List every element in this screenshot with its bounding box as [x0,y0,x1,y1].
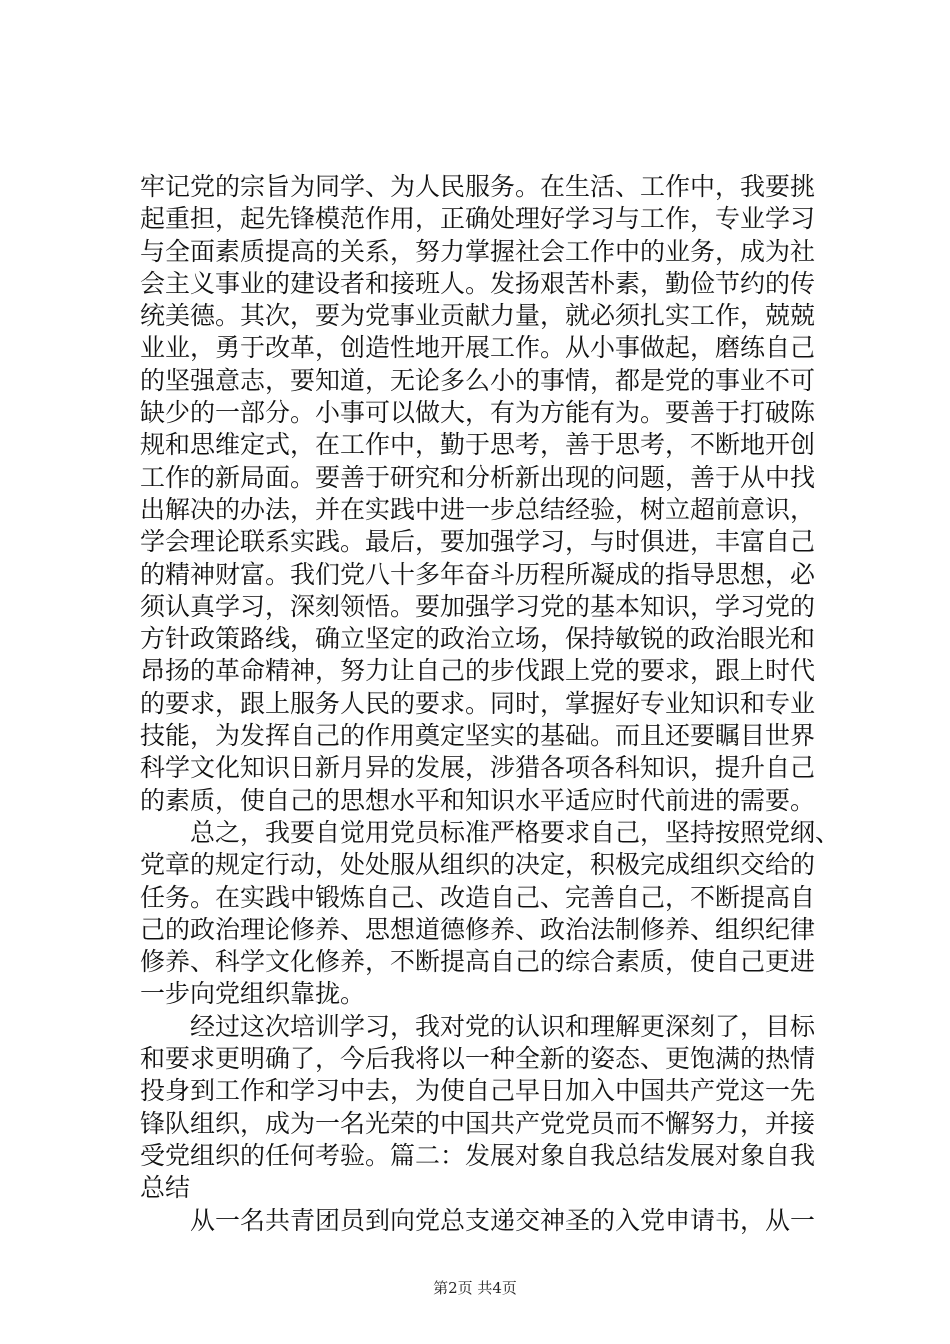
body-text [140,171,840,1237]
text-line: 的精神财富。我们党八十多年奋斗历程所凝成的指导思想，必 [140,559,816,589]
text-line: 任务。在实践中锻炼自己、改造自己、完善自己，不断提高自 [140,882,816,912]
text-line: 业业，勇于改革，创造性地开展工作。从小事做起，磨练自己 [140,333,816,363]
text-line: 会主义事业的建设者和接班人。发扬艰苦朴素，勤俭节约的传 [140,268,816,298]
text-line: 统美德。其次，要为党事业贡献力量，就必须扎实工作，兢兢 [140,301,816,331]
text-line: 昂扬的革命精神，努力让自己的步伐跟上党的要求，跟上时代 [140,656,816,686]
text-line: 科学文化知识日新月异的发展，涉猎各项各科知识，提升自己 [140,753,816,783]
text-line: 的坚强意志，要知道，无论多么小的事情，都是党的事业不可 [140,365,816,395]
text-line: 己的政治理论修养、思想道德修养、政治法制修养、组织纪律 [140,914,816,944]
text-line: 出解决的办法，并在实践中进一步总结经验，树立超前意识， [140,494,816,524]
text-line: 投身到工作和学习中去，为使自己早日加入中国共产党这一先 [140,1076,816,1106]
text-line: 和要求更明确了，今后我将以一种全新的姿态、更饱满的热情 [140,1044,816,1074]
text-line: 牢记党的宗旨为同学、为人民服务。在生活、工作中，我要挑 [140,172,816,201]
text-line: 规和思维定式，在工作中，勤于思考，善于思考，不断地开创 [140,430,816,460]
text-line: 须认真学习，深刻领悟。要加强学习党的基本知识，学习党的 [140,591,816,621]
text-line: 学会理论联系实践。最后，要加强学习，与时俱进，丰富自己 [140,527,816,557]
text-line: 从一名共青团员到向党总支递交神圣的入党申请书，从一 [190,1205,816,1235]
text-line: 方针政策路线，确立坚定的政治立场，保持敏锐的政治眼光和 [140,624,816,654]
text-line: 与全面素质提高的关系，努力掌握社会工作中的业务，成为社 [140,236,816,266]
text-line: 的素质，使自己的思想水平和知识水平适应时代前进的需要。 [140,785,816,815]
text-line: 受党组织的任何考验。篇二：发展对象自我总结发展对象自我 [140,1140,816,1170]
text-line: 缺少的一部分。小事可以做大，有为方能有为。要善于打破陈 [140,398,816,428]
text-line: 工作的新局面。要善于研究和分析新出现的问题，善于从中找 [140,462,816,492]
text-line: 起重担，起先锋模范作用，正确处理好学习与工作，专业学习 [140,204,816,234]
text-line: 锋队组织，成为一名光荣的中国共产党党员而不懈努力，并接 [140,1108,816,1138]
text-line: 总之，我要自觉用党员标准严格要求自己，坚持按照党纲、 [190,817,840,847]
text-line: 技能，为发挥自己的作用奠定坚实的基础。而且还要瞩目世界 [140,721,816,751]
text-line: 一步向党组织靠拢。 [140,979,366,1009]
text-line: 经过这次培训学习，我对党的认识和理解更深刻了，目标 [190,1011,816,1041]
text-line: 党章的规定行动，处处服从组织的决定，积极完成组织交给的 [140,850,816,880]
page-footer: 第2页 共4页 [433,1279,517,1297]
text-line: 总结 [140,1173,191,1203]
text-line: 的要求，跟上服务人民的要求。同时，掌握好专业知识和专业 [140,688,816,718]
text-line: 修养、科学文化修养，不断提高自己的综合素质，使自己更进 [140,947,816,977]
